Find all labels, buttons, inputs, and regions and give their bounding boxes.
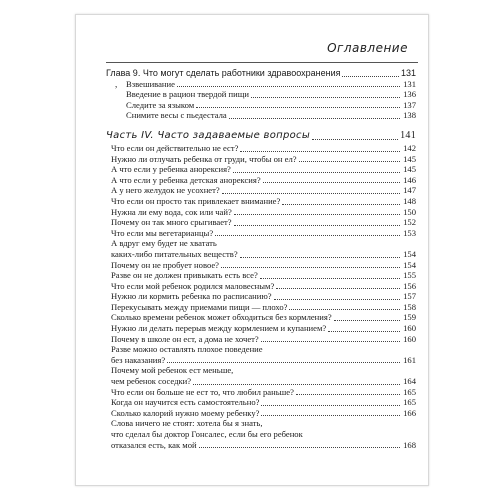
- dot-leader: [334, 320, 400, 321]
- toc-entry: [106, 100, 416, 111]
- dot-leader: [240, 257, 400, 258]
- toc-entry-title: Что если мы вегетарианцы?: [111, 227, 214, 238]
- dot-leader: [222, 193, 400, 194]
- toc-entry-page: 160: [403, 333, 416, 344]
- toc-entry-title: Слова ничего не стоят: хотела бы я знать,: [111, 418, 263, 429]
- section-gap: [106, 121, 416, 129]
- toc-entry-page: 147: [403, 185, 416, 196]
- dot-leader: [274, 299, 400, 300]
- header-rule: [106, 62, 418, 63]
- toc-entry-page: 145: [403, 164, 416, 175]
- toc-entry-title: Сколько калорий нужно моему ребенку?: [111, 407, 260, 418]
- toc-question-line: [106, 344, 416, 355]
- toc-part-4: [106, 129, 416, 143]
- dot-leader: [196, 107, 400, 108]
- toc-entry-title: Нужно ли кормить ребенка по расписанию?: [111, 291, 272, 302]
- toc-entry-title: Что если он больше не ест то, что любил раньше?: [111, 386, 294, 397]
- toc-entry-page: 165: [403, 386, 416, 397]
- toc-question: [106, 376, 416, 387]
- toc-entry-title: чем ребенок соседки?: [111, 376, 192, 387]
- dot-leader: [229, 118, 400, 119]
- toc-entry-title: Что если он просто так привлекает внимание?: [111, 195, 281, 206]
- toc-entry-page: 138: [403, 110, 416, 121]
- toc-entry-page: 150: [403, 206, 416, 217]
- toc-question: [106, 217, 416, 228]
- dot-leader: [342, 76, 399, 77]
- dot-leader: [261, 405, 400, 406]
- toc-entry-title: Разве можно оставлять плохое поведение: [111, 344, 263, 355]
- toc-entry-title: Когда он научится есть самостоятельно?: [111, 397, 260, 408]
- toc-entry-page: 137: [403, 99, 416, 110]
- toc-entry-title: отказался есть, как мой: [111, 439, 197, 450]
- toc-entry-title: каких-либо питательных веществ?: [111, 248, 238, 259]
- toc-entry-title: А что если у ребенка анорексия?: [111, 164, 231, 175]
- dot-leader: [312, 139, 398, 140]
- toc-entry-page: 160: [403, 323, 416, 334]
- toc-question: [106, 175, 416, 186]
- toc-entry-title: Следите за языком: [126, 99, 195, 110]
- toc-entry: [106, 79, 416, 90]
- dot-leader: [276, 288, 400, 289]
- toc-question: [106, 291, 416, 302]
- margin-mark: ,: [115, 78, 118, 89]
- dot-leader: [296, 394, 400, 395]
- toc-question: [106, 397, 416, 408]
- toc-entry-page: 145: [403, 153, 416, 164]
- toc-question: [106, 249, 416, 260]
- toc-entry-page: 158: [403, 301, 416, 312]
- toc-entry-page: 164: [403, 376, 416, 387]
- toc-question: [106, 323, 416, 334]
- toc-entry-title: А у него желудок не усохнет?: [111, 185, 220, 196]
- toc-question: [106, 408, 416, 419]
- dot-leader: [299, 161, 400, 162]
- toc-question: [106, 312, 416, 323]
- toc-entry-title: Перекусывать между приемами пищи — плохо?: [111, 301, 288, 312]
- toc-question: [106, 143, 416, 154]
- toc-entry-page: 157: [403, 291, 416, 302]
- toc-entry-page: 131: [403, 78, 416, 89]
- toc-entry-title: Взвешивание: [126, 78, 175, 89]
- toc-entry-title: Глава 9. Что могут сделать работники здравоохранения: [106, 68, 341, 78]
- table-of-contents: [106, 68, 416, 450]
- toc-question-line: [106, 429, 416, 440]
- toc-entry-page: 166: [403, 407, 416, 418]
- toc-entry-title: А вдруг ему будет не хватать: [111, 238, 217, 249]
- toc-part-title: Часть IV. Часто задаваемые вопросы: [106, 129, 311, 141]
- toc-question: [106, 270, 416, 281]
- toc-question: [106, 440, 416, 451]
- toc-entry-page: 159: [403, 312, 416, 323]
- toc-entry-title: Нужна ли ему вода, сок или чай?: [111, 206, 232, 217]
- toc-question: [106, 302, 416, 313]
- toc-question: [106, 228, 416, 239]
- toc-entry-title: что сделал бы доктор Гонсалес, если бы его ребенок: [111, 429, 303, 439]
- toc-question: [106, 154, 416, 165]
- dot-leader: [260, 278, 400, 279]
- toc-entry: [106, 89, 416, 100]
- toc-question: [106, 387, 416, 398]
- dot-leader: [199, 447, 400, 448]
- dot-leader: [282, 204, 400, 205]
- toc-entry-page: 142: [403, 142, 416, 153]
- toc-entry-page: 156: [403, 280, 416, 291]
- dot-leader: [234, 214, 400, 215]
- toc-entry-title: Что если мой ребенок родился маловесным?: [111, 280, 275, 291]
- toc-entry-title: Нужно ли делать перерыв между кормлением и купанием?: [111, 323, 327, 334]
- toc-chapter-9: [106, 68, 416, 79]
- dot-leader: [215, 235, 400, 236]
- toc-entry-page: 153: [403, 227, 416, 238]
- book-page: [75, 14, 429, 486]
- toc-entry-title: Почему в школе он ест, а дома не хочет?: [111, 333, 259, 344]
- toc-entry-title: Снимите весы с пьедестала: [126, 110, 227, 121]
- running-head: Оглавление: [327, 41, 408, 55]
- dot-leader: [263, 182, 400, 183]
- toc-question-line: [106, 365, 416, 376]
- toc-entry-title: Разве он не должен привыкать есть все?: [111, 270, 258, 281]
- toc-question: [106, 164, 416, 175]
- toc-entry-title: Сколько времени ребенок может обходиться без кормления?: [111, 312, 332, 323]
- toc-question-line: [106, 418, 416, 429]
- toc-entry-page: 136: [403, 89, 416, 100]
- toc-entry-page: 131: [400, 68, 416, 78]
- toc-entry-title: Почему он так много срыгивает?: [111, 217, 232, 228]
- toc-entry-title: Почему он не пробует новое?: [111, 259, 219, 270]
- toc-entry-page: 154: [403, 259, 416, 270]
- toc-question: [106, 185, 416, 196]
- toc-question: [106, 207, 416, 218]
- toc-part-page: 141: [400, 129, 416, 141]
- dot-leader: [167, 362, 400, 363]
- toc-question: [106, 334, 416, 345]
- toc-entry-page: 165: [403, 397, 416, 408]
- toc-entry-title: без наказания?: [111, 354, 166, 365]
- toc-question-line: [106, 238, 416, 249]
- toc-entry-title: Нужно ли отлучать ребенка от груди, чтобы он ел?: [111, 153, 297, 164]
- toc-question: [106, 355, 416, 366]
- toc-question: [106, 196, 416, 207]
- dot-leader: [233, 172, 400, 173]
- toc-entry-page: 155: [403, 270, 416, 281]
- dot-leader: [193, 384, 400, 385]
- toc-entry-page: 152: [403, 217, 416, 228]
- dot-leader: [328, 331, 400, 332]
- toc-entry-page: 161: [403, 354, 416, 365]
- toc-entry: [106, 110, 416, 121]
- dot-leader: [289, 309, 400, 310]
- dot-leader: [234, 225, 400, 226]
- toc-entry-title: Введение в рацион твердой пищи: [126, 89, 249, 100]
- dot-leader: [177, 86, 400, 87]
- dot-leader: [261, 341, 400, 342]
- dot-leader: [221, 267, 400, 268]
- toc-entry-page: 148: [403, 195, 416, 206]
- toc-entry-title: Почему мой ребенок ест меньше,: [111, 365, 234, 376]
- toc-entry-title: А что если у ребенка детская анорексия?: [111, 174, 261, 185]
- dot-leader: [251, 97, 400, 98]
- toc-question: [106, 281, 416, 292]
- dot-leader: [261, 415, 400, 416]
- toc-question: [106, 260, 416, 271]
- toc-entry-page: 146: [403, 174, 416, 185]
- toc-entry-page: 154: [403, 248, 416, 259]
- toc-entry-title: Что если он действительно не ест?: [111, 142, 239, 153]
- toc-entry-page: 168: [403, 439, 416, 450]
- dot-leader: [240, 151, 400, 152]
